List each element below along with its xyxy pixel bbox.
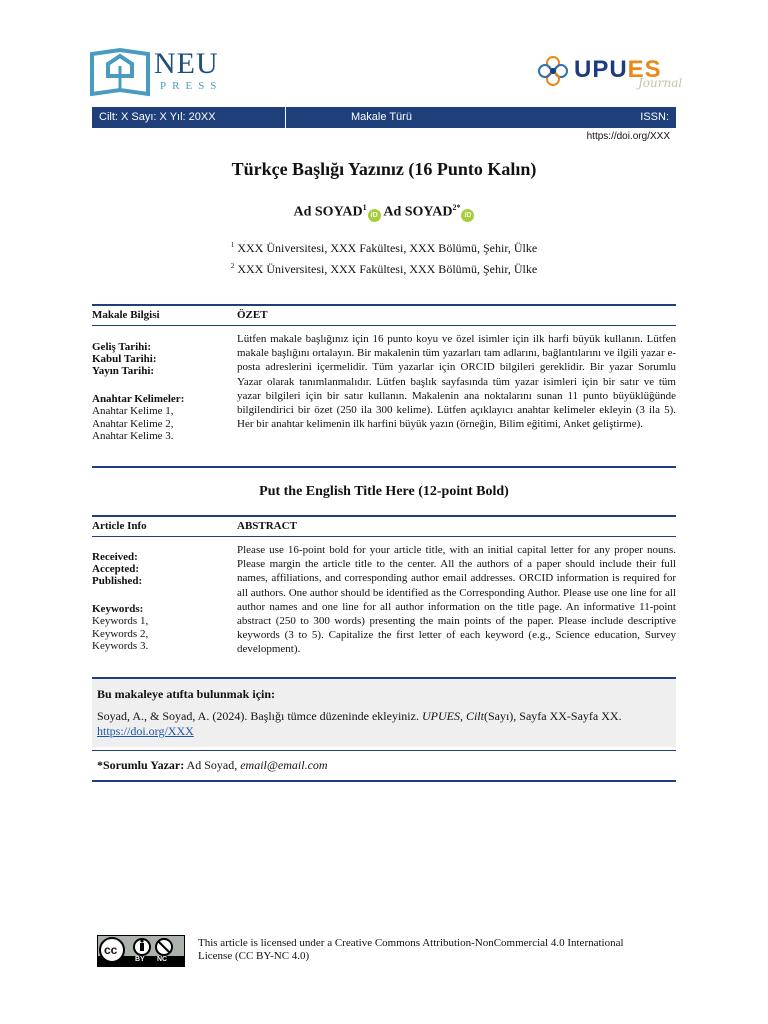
cc-by-nc-badge[interactable]: [97, 935, 185, 967]
license-text: This article is licensed under a Creative Commons Attribution-NonCommercial 4.0 International License (CC BY-NC 4.0): [198, 937, 624, 962]
info-bar-divider: [285, 107, 286, 128]
section-top-rule: [92, 515, 676, 517]
nc-mark: NC: [157, 956, 168, 963]
issn-label: ISSN:: [640, 111, 669, 123]
corresponding-rule: [92, 780, 676, 782]
neu-logo-subtext: PRESS: [160, 80, 223, 92]
cc-mark: cc: [104, 943, 118, 957]
citation-box: [92, 679, 676, 747]
article-info-heading-tr: Makale Bilgisi: [92, 309, 160, 321]
orcid-icon[interactable]: iD: [368, 209, 381, 222]
citation-heading: Bu makaleye atıfta bulunmak için:: [97, 687, 276, 701]
author-line: [0, 203, 768, 222]
upues-journal-logo: [536, 52, 681, 92]
article-type: Makale Türü: [351, 111, 412, 123]
keyword-item: Keywords 3.: [92, 640, 149, 652]
abstract-heading-tr: ÖZET: [237, 309, 268, 321]
page-title-turkish: Türkçe Başlığı Yazınız (16 Punto Kalın): [231, 159, 537, 179]
affiliation-line: $^1$ XXX Üniversitesi, XXX Fakültesi, XXX Bölümü, Şehir, Ülke: [230, 241, 538, 255]
abstract-text-en: Please use 16-point bold for your article title, with an initial capital letter for any proper nouns. Please margin the article title to the center. All the authors of a paper should include their full names, affiliations, and corresponding author email addresses. ORCID information is required for all authors. One author should be identified as the Corresponding Author. Please use one line for all author names and one line for all author information on the title page. An informative 11-point abstract (250 to 300 words) presenting the main points of the paper. Please include descriptive keywords (3 to 5). Capitalize the first letter of each keyword (e.g., Science education, Survey development).: [237, 544, 676, 656]
journal-info-bar: [92, 107, 676, 128]
corresponding-email[interactable]: email@email.com: [240, 758, 328, 772]
doi-header-link[interactable]: https://doi.org/XXX: [586, 131, 670, 142]
abstract-text-tr: Lütfen makale başlığınız için 16 punto koyu ve özel isimler için ilk harfi büyük kullanın. Lütfen makale başlığını ortalayın. Bir makalenin tüm yazarları tam adlarını, bağlantılarını ve ilgili yazar e-posta adreslerini içermelidir. Tüm yazarlar için ORCID bilgileri gereklidir. Bir yazar Sorumlu Yazar olarak tanımlanmalıdır. Lütfen başlık sayfasında tüm yazar isimleri için bir satır ve tüm yazar bilgileri için bir satır kullanın. Makalenin ana noktalarını sunan 11 punto büyüklüğünde bilgilendirici bir özet (250 ila 300 kelime). Lütfen açıklayıcı anahtar kelimeler ekleyin (3 ila 5). Her bir anahtar kelimenin ilk harfini büyük yazın (örneğin, Bilim eğitimi, Anket geliştirme).: [237, 333, 676, 431]
keyword-item: Anahtar Kelime 1,: [92, 405, 174, 417]
article-dates-en: Received: Accepted: Published:: [92, 551, 143, 587]
keyword-item: Keywords 1,: [92, 615, 149, 627]
article-dates-tr: Geliş Tarihi: Kabul Tarihi: Yayın Tarihi:: [92, 341, 157, 377]
citation-doi-link[interactable]: https://doi.org/XXX: [97, 724, 194, 738]
neu-logo-text: NEU: [154, 47, 219, 80]
affiliation-line: $^2$ XXX Üniversitesi, XXX Fakültesi, XXX Bölümü, Şehir, Ülke: [230, 262, 538, 276]
flower-emblem-icon: [536, 54, 570, 88]
volume-issue-year: Cilt: X Sayı: X Yıl: 20XX: [99, 111, 216, 123]
section-top-rule: [92, 304, 676, 306]
section-header-rule: [92, 536, 676, 537]
section-bottom-rule: [92, 466, 676, 468]
author-name: Ad SOYAD: [293, 204, 363, 220]
upues-logo-text: UPUES: [574, 56, 662, 83]
neu-press-logo: [90, 46, 235, 98]
page-title-english: Put the English Title Here (12-point Bold): [259, 484, 509, 499]
author-affiliation-mark: 2*: [452, 203, 461, 212]
author-name: Ad SOYAD: [383, 204, 453, 220]
citation-rule: [92, 750, 676, 751]
book-house-icon: [90, 46, 152, 98]
author-affiliation-mark: 1: [362, 203, 367, 212]
keyword-item: Anahtar Kelime 2,: [92, 417, 174, 430]
keywords-block-tr: [92, 393, 232, 443]
article-info-heading-en: Article Info: [92, 520, 147, 532]
keyword-item: Anahtar Kelime 3.: [92, 430, 174, 442]
corresponding-author: *Sorumlu Yazar: Ad Soyad, email@email.com: [97, 758, 328, 772]
orcid-icon[interactable]: iD: [461, 209, 474, 222]
citation-text: Soyad, A., & Soyad, A. (2024). Başlığı tümce düzeninde ekleyiniz. UPUES, Cilt(Sayı), Sayfa XX-Sayfa XX. https://doi.org/XXX: [97, 709, 622, 738]
keyword-item: Keywords 2,: [92, 627, 149, 640]
abstract-heading-en: ABSTRACT: [237, 520, 297, 532]
by-mark: BY: [135, 956, 145, 963]
section-header-rule: [92, 325, 676, 326]
keywords-label: Keywords:: [92, 603, 144, 615]
upues-logo-script: Journal: [638, 76, 683, 90]
keywords-block-en: [92, 603, 232, 653]
keywords-label: Anahtar Kelimeler:: [92, 393, 185, 405]
